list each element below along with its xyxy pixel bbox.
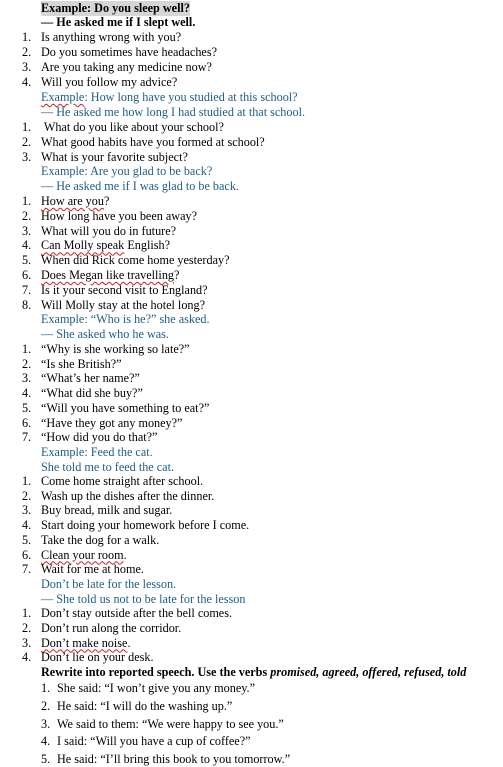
item-number: 1.: [22, 194, 32, 208]
item-number: 2.: [22, 620, 32, 635]
item-text: What good habits have you formed at school?: [41, 135, 265, 149]
item-number: 1.: [22, 474, 32, 488]
item-text: Start doing your homework before I come.: [41, 518, 250, 533]
example-text: Don’t be late for the lesson.: [41, 577, 177, 591]
item-number: 1.: [22, 342, 32, 356]
example-answer: — He asked me if I slept well.: [41, 15, 196, 29]
item-number: 1.: [22, 606, 32, 620]
item-text: He said: “I will do the washing up.”: [57, 698, 233, 713]
example-label: Example: Do you sleep well?: [41, 1, 190, 15]
item-text: He said: “I’ll bring this book to you tomorrow.”: [57, 752, 291, 767]
item-text: Take the dog for a walk.: [41, 532, 160, 547]
example-answer: — She asked who he was.: [41, 327, 169, 341]
item-text: She said: “I won’t give you any money.”: [57, 681, 256, 695]
item-text: “How did you do that?”: [41, 430, 158, 445]
item-text: Do you sometimes have headaches?: [41, 45, 217, 59]
item-number: 2.: [22, 208, 32, 223]
item-text: What do you like about your school?: [41, 120, 224, 134]
item-number: 4.: [22, 650, 32, 665]
item-number: 7.: [22, 282, 32, 297]
item-number: 4.: [22, 238, 32, 253]
item-text: Don’t make noise.: [41, 635, 131, 650]
item-text: “Is she British?”: [41, 356, 122, 371]
task-heading-text: Rewrite into reported speech. Use the verbs promised, agreed, offered, refused, told: [41, 665, 467, 679]
item-number: 6.: [22, 415, 32, 430]
item-number: 3.: [22, 371, 32, 386]
item-number: 6.: [22, 547, 32, 562]
item-text: “Have they got any money?”: [41, 415, 183, 430]
item-text: Wash up the dishes after the dinner.: [41, 488, 215, 503]
item-text: How long have you been away?: [41, 208, 198, 223]
item-text: Clean your room.: [41, 547, 127, 562]
example-text: Example: Are you glad to be back?: [41, 164, 213, 178]
item-number: 5.: [22, 253, 32, 268]
example-text: Example: How long have you studied at this school?: [41, 90, 298, 104]
item-text: When did Rick come home yesterday?: [41, 253, 230, 268]
item-text: “What did she buy?”: [41, 386, 143, 401]
item-number: 7.: [22, 562, 32, 577]
item-number: 5.: [22, 532, 32, 547]
item-text: Are you taking any medicine now?: [41, 60, 212, 74]
item-text: Don’t run along the corridor.: [41, 620, 182, 635]
item-number: 2.: [22, 356, 32, 371]
item-number: 4.: [41, 734, 51, 749]
item-text: Come home straight after school.: [41, 474, 204, 488]
item-text: “Will you have something to eat?”: [41, 400, 210, 415]
example-answer: — He asked me if I was glad to be back.: [41, 179, 239, 193]
item-text: “Why is she working so late?”: [41, 342, 190, 356]
item-number: 2.: [22, 488, 32, 503]
item-text: Don’t stay outside after the bell comes.: [41, 606, 233, 620]
item-number: 6.: [22, 268, 32, 282]
item-number: 5.: [22, 400, 32, 415]
item-text: Is it your second visit to England?: [41, 282, 208, 297]
item-text: What will you do in future?: [41, 223, 177, 238]
example-text: Example: “Who is he?” she asked.: [41, 312, 210, 326]
example-answer: — She told us not to be late for the lesson: [41, 592, 246, 606]
item-number: 4.: [22, 386, 32, 401]
item-number: 2.: [41, 698, 51, 713]
item-number: 3.: [22, 223, 32, 238]
item-number: 3.: [22, 503, 32, 518]
item-text: What is your favorite subject?: [41, 150, 188, 164]
item-text: Don’t lie on your desk.: [41, 650, 154, 665]
example-answer: She told me to feed the cat.: [41, 460, 175, 474]
item-number: 8.: [22, 297, 32, 312]
item-number: 3.: [22, 635, 32, 650]
item-text: Is anything wrong with you?: [41, 30, 182, 44]
item-text: Wait for me at home.: [41, 562, 144, 577]
item-text: Will you follow my advice?: [41, 75, 178, 89]
item-text: “What’s her name?”: [41, 371, 140, 386]
item-number: 5.: [41, 752, 51, 767]
example-answer: — He asked me how long I had studied at that school.: [41, 105, 306, 119]
item-text: Buy bread, milk and sugar.: [41, 503, 173, 518]
item-text: How are you?: [41, 194, 110, 208]
item-text: We said to them: “We were happy to see you.”: [57, 716, 284, 731]
item-text: Will Molly stay at the hotel long?: [41, 297, 206, 312]
item-number: 1.: [41, 681, 51, 695]
item-text: Does Megan like travelling?: [41, 268, 180, 282]
item-text: I said: “Will you have a cup of coffee?”: [57, 734, 251, 749]
example-text: Example: Feed the cat.: [41, 445, 153, 459]
item-number: 7.: [22, 430, 32, 445]
item-number: 4.: [22, 518, 32, 533]
item-text: Can Molly speak English?: [41, 238, 170, 253]
item-number: 3.: [41, 716, 51, 731]
